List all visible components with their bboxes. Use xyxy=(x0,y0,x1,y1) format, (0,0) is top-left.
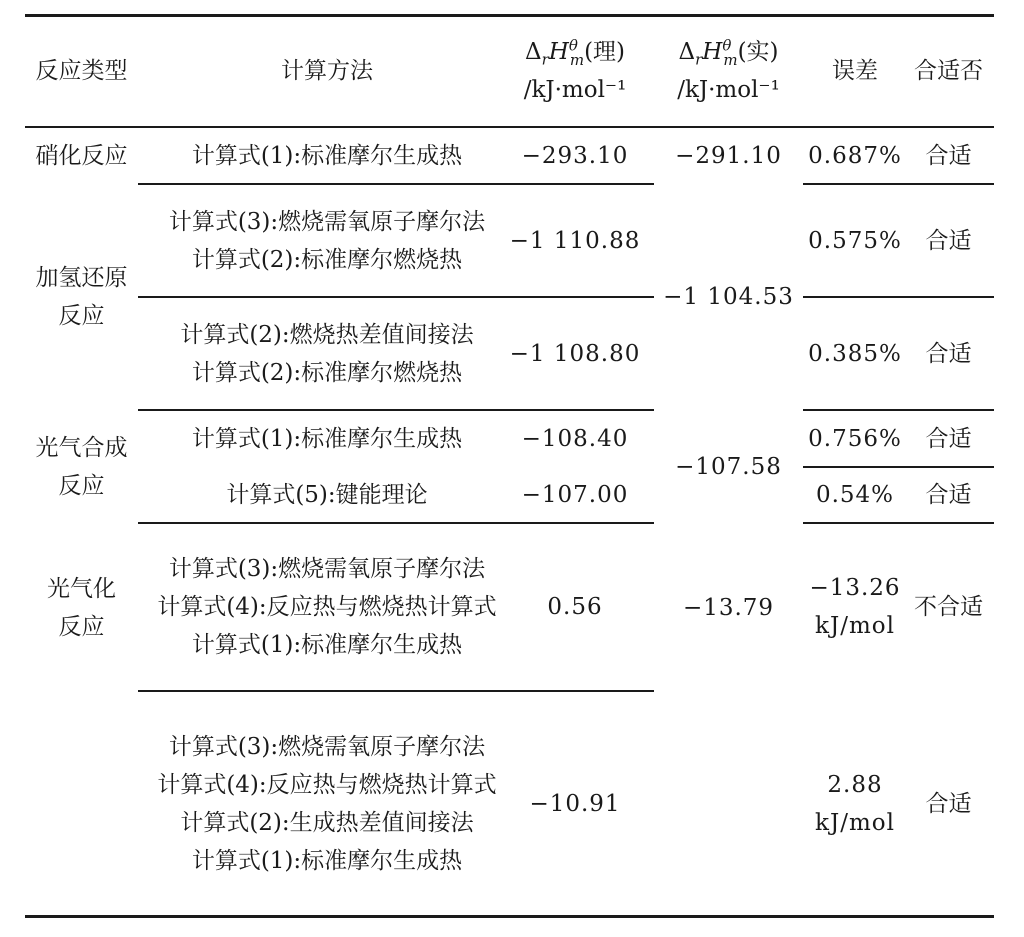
method-cell: 计算式(3):燃烧需氧原子摩尔法 计算式(4):反应热与燃烧热计算式 计算式(1):标准摩尔生成热 xyxy=(157,556,497,658)
header-actual xyxy=(654,16,803,126)
method-cell: 计算式(5):键能理论 xyxy=(226,482,428,508)
table-bottom-rule xyxy=(25,915,994,918)
theory-value: 0.56 xyxy=(547,594,603,620)
actual-value: −13.79 xyxy=(682,595,775,621)
header-theory xyxy=(500,16,650,126)
suitable-value: 合适 xyxy=(925,227,972,254)
type-nitration: 硝化反应 xyxy=(35,142,128,169)
actual-value: −107.58 xyxy=(675,453,782,480)
suitable-value: 合适 xyxy=(925,790,972,817)
theory-value: −1 108.80 xyxy=(509,340,641,367)
method-cell: 计算式(1):标准摩尔生成热 xyxy=(191,425,463,452)
header-theory-symbol: $\Delta_rH^\theta_m$(理) xyxy=(524,36,626,69)
theory-value: −10.91 xyxy=(529,790,621,817)
header-error: 误差 xyxy=(832,58,878,84)
header-theory-unit: /kJ·mol⁻¹ xyxy=(523,77,627,103)
method-cell: 计算式(3):燃烧需氧原子摩尔法 计算式(4):反应热与燃烧热计算式 计算式(2):生成热差值间接法 计算式(1):标准摩尔生成热 xyxy=(157,733,497,874)
method-cell: 计算式(1):标准摩尔生成热 xyxy=(191,142,463,169)
method-cell: 计算式(3):燃烧需氧原子摩尔法 计算式(2):标准摩尔燃烧热 xyxy=(168,208,486,273)
error-value: 2.88 kJ/mol xyxy=(815,771,895,836)
suitable-value: 合适 xyxy=(925,482,972,508)
error-value: 0.54% xyxy=(815,482,895,508)
method-cell: 计算式(2):燃烧热差值间接法 计算式(2):标准摩尔燃烧热 xyxy=(180,321,474,386)
error-value: 0.385% xyxy=(808,340,902,367)
actual-value: −291.10 xyxy=(675,142,782,169)
suitable-value: 合适 xyxy=(925,340,972,367)
theory-value: −107.00 xyxy=(521,482,629,508)
header-type: 反应类型 xyxy=(35,58,128,84)
header-actual-unit: /kJ·mol⁻¹ xyxy=(677,77,780,103)
header-actual-symbol: $\Delta_rH^\theta_m$(实) xyxy=(678,36,779,69)
header-suitable: 合适否 xyxy=(914,58,983,84)
theory-value: −1 110.88 xyxy=(509,227,641,254)
type-hydrogenation: 加氢还原 反应 xyxy=(35,265,128,329)
suitable-value: 合适 xyxy=(925,425,972,452)
error-value: 0.756% xyxy=(808,425,902,452)
suitable-value: 不合适 xyxy=(914,594,983,620)
theory-value: −108.40 xyxy=(521,425,629,452)
error-value: −13.26 kJ/mol xyxy=(809,575,901,639)
actual-value: −1 104.53 xyxy=(663,284,794,310)
theory-value: −293.10 xyxy=(521,142,629,169)
type-phosgenation: 光气化 反应 xyxy=(47,576,116,640)
error-value: 0.575% xyxy=(808,227,902,254)
suitable-value: 合适 xyxy=(925,142,972,169)
header-method: 计算方法 xyxy=(281,58,373,84)
type-phosgene-synthesis: 光气合成 反应 xyxy=(35,434,128,499)
error-value: 0.687% xyxy=(808,142,902,169)
